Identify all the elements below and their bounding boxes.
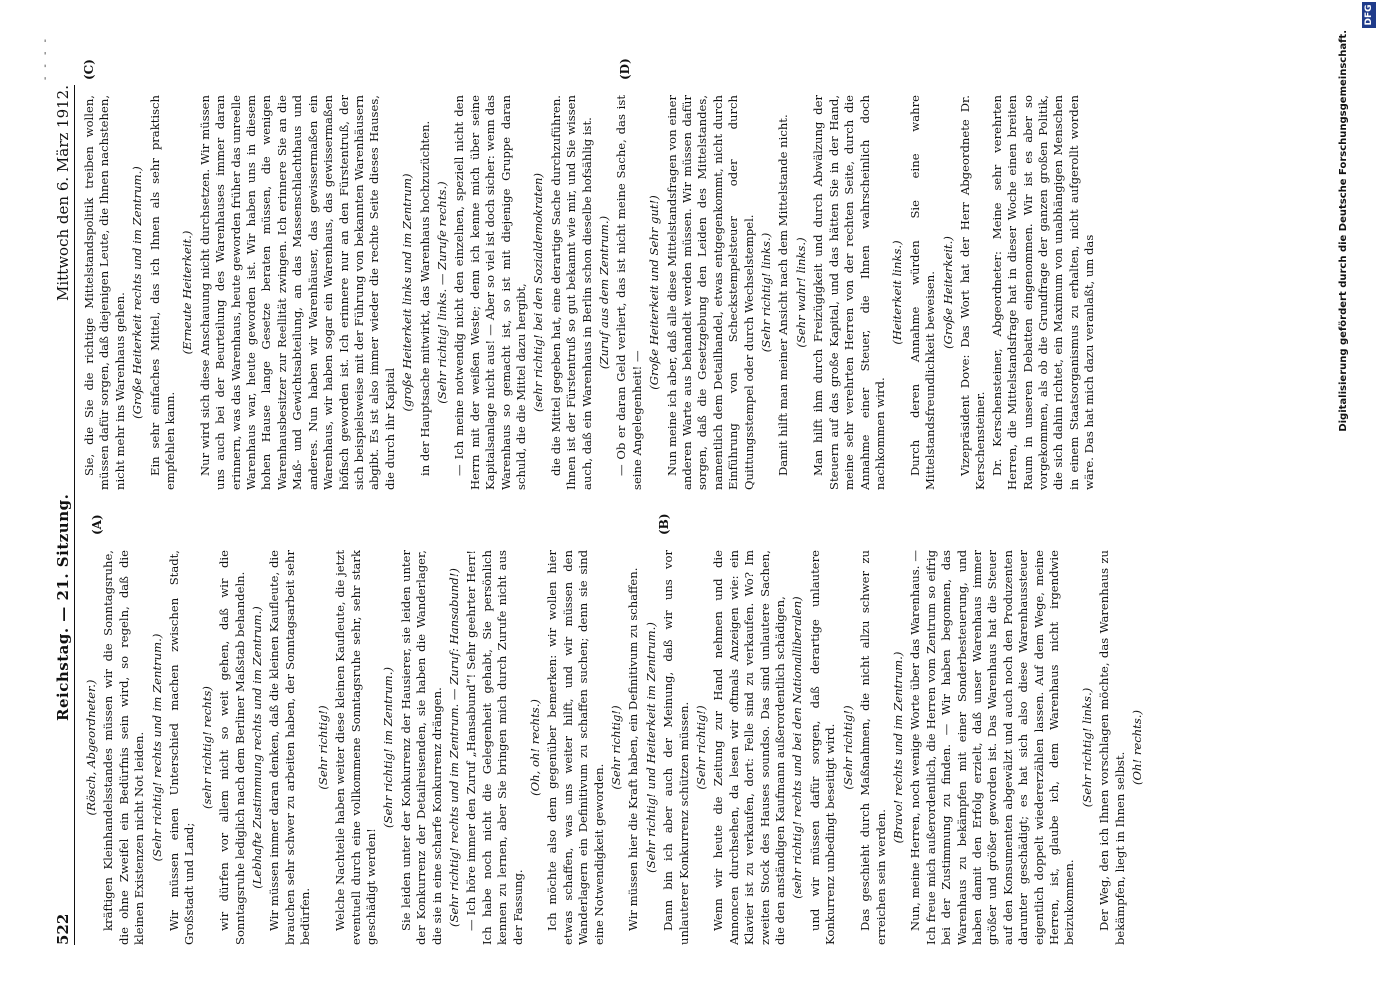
- right-paragraph: (Heiterkeit links.): [890, 240, 905, 345]
- right-paragraph: (Sehr wahr! links.): [793, 237, 808, 348]
- right-paragraph: Durch deren Annahme würden Sie eine wahre Mittelstandsfreundlichkeit beweisen.: [907, 95, 938, 490]
- right-paragraph: Dr. Kerschensteiner, Abgeordneter: Meine sehr verehrten Herren, die Mittelstandsfrage hat in dieser Woche einen breiten Raum in unseren Debatten eingenommen. Wir ist es aber so vorgekommen, als ob die Grundfrage der ganzen großen Politik, die sich dahin richtet, ein Maximum von unabhängigen Menschen in einem Staatsorganismus zu erhalten, nicht aufgerollt worden wäre. Das hat mich dazu veranlaßt, um das: [989, 95, 1097, 490]
- left-paragraph: Das geschieht durch Maßnahmen, die nicht allzu schwer zu erreichen sein werden.: [858, 550, 888, 945]
- page-number: 522: [54, 913, 72, 945]
- left-paragraph: Welche Nachteile haben weiter diese kleinen Kaufleute, die jetzt eventuell durch eine vollkommene Sonntagsruhe sehr, sehr stark geschädigt werden!: [333, 550, 378, 945]
- right-paragraph: die die Mittel gegeben hat, eine derartige Sache durchzuführen. Ihnen ist der Fürstentruß so gut bekannt wie mir, und Sie wissen auch, daß ein Warenhaus in Berlin schon dieselbe hofsählig ist.: [548, 95, 594, 490]
- left-paragraph: kräftigen Kleinhandelsstandes müssen wir die Sonntagsruhe, die ohne Zweifel ein Bedürfnis sein wird, so regeln, daß die kleinen Existenzen nicht Not leiden.: [101, 550, 147, 945]
- left-paragraph: wir dürfen vor allem nicht so weit gehen, daß wir die Sonntagsruhe lediglich nach dem Berliner Maßstab behandeln.: [217, 550, 247, 945]
- right-paragraph: (Sehr richtig! links.): [759, 232, 774, 353]
- left-column: [82, 550, 1277, 945]
- left-paragraph: (Rösch, Abgeordneter.): [84, 679, 98, 816]
- left-paragraph: (Oh, oh! rechts.): [527, 699, 542, 796]
- right-paragraph: Nun meine ich aber, daß alle diese Mittelstandsfragen von einer anderen Warte aus behandelt werden müssen. Wir müssen dafür sorgen, daß die Gesetzgebung den Leiden des Mittelstandes, namentlich dem Detailhandel, etwas entgegenkommt, nicht durch Einführung von Scheckstempelsteuer oder durch Quittungsstempel oder durch Wechselstempel.: [664, 95, 756, 490]
- left-paragraph: (Sehr richtig!): [840, 705, 855, 790]
- left-paragraph: Wir müssen einen Unterschied machen zwischen Stadt, Großstadt und Land;: [167, 550, 197, 945]
- left-paragraph: (Sehr richtig!): [609, 705, 623, 790]
- left-paragraph: (sehr richtig! rechts): [199, 686, 214, 809]
- center-margin-marks: [82, 495, 1277, 545]
- left-paragraph: Der Weg, den ich Ihnen vorschlagen möchte, das Warenhaus zu bekämpfen, liegt in Ihnen selbst.: [1097, 550, 1127, 945]
- right-paragraph: in der Hauptsache mitwirkt, das Warenhaus hochzuzüchten.: [417, 120, 432, 476]
- left-paragraph: (Bravo! rechts und im Zentrum.): [890, 651, 905, 844]
- text-body: [82, 85, 1277, 945]
- session-title: Reichstag. — 21. Sitzung.: [54, 493, 72, 721]
- dfg-badge: DFG: [1362, 2, 1376, 28]
- right-paragraph: Ein sehr einfaches Mittel, das ich Ihnen als sehr praktisch empfehlen kann.: [147, 95, 178, 490]
- left-paragraph: Wir müssen immer daran denken, daß die kleinen Kaufleute, die brauchen sehr schwer zu arbeiten haben, der Sonntagsarbeit sehr bedürfen.: [267, 550, 313, 945]
- left-paragraph: — Ich höre immer den Zuruf „Hansabund“! Sehr geehrter Herr! Ich habe noch nicht die Gelegenheit gehabt, Sie persönlich kennen zu lernen, aber Sie bringen mich durch Zurufe nicht aus der Fassung.: [464, 550, 525, 945]
- left-paragraph: Nun, meine Herren, noch wenige Worte über das Warenhaus. — Ich freue mich außerordentlich, die Herren vom Zentrum so eifrig bei der Zustimmung zu finden. — Wir haben begonnen, das Warenhaus zu bekämpfen mit einer Sonderbesteuerung, und haben damit den Erfolg erzielt, daß unser Warenhaus immer größer und größer geworden ist. Das Warenhaus hat die Steuer auf den Konsumenten abgewälzt und auch noch den Produzenten darunter geschädigt; es hat sich also diese Warenhaussteuer eigentlich doppelt wiedererzählen lassen. Auf dem Wege, meine Herren, ist, glaube ich, dem Warenhaus nicht irgendwie beizukommen.: [908, 550, 1077, 945]
- top-right-dashes: - - - -: [40, 35, 51, 80]
- left-paragraph: und wir müssen dafür sorgen, daß derartige unlautere Konkurrenz unbedingt beseitigt wird.: [807, 550, 838, 945]
- right-paragraph: Vizepräsident Dove: Das Wort hat der Herr Abgeordnete Dr. Kerschensteiner.: [957, 95, 988, 490]
- left-paragraph: (Oh! rechts.): [1130, 709, 1144, 786]
- left-paragraph: Sie leiden unter der Konkurrenz der Hausierer, sie leiden unter der Konkurrenz der Detailreisenden, sie haben die Wanderlager, die sie in eine scharfe Konkurrenz drängen.: [398, 550, 444, 945]
- right-column: [82, 95, 1277, 490]
- left-paragraph: (Sehr richtig! rechts und im Zentrum.): [149, 633, 164, 862]
- margin-mark-a: (A): [90, 514, 104, 535]
- left-paragraph: (Sehr richtig!): [315, 705, 330, 790]
- left-paragraph: Wir müssen hier die Kraft haben, ein Definitivum zu schaffen.: [626, 567, 641, 931]
- right-paragraph: (Große Heiterkeit und Sehr gut!): [647, 195, 662, 390]
- session-date: Mittwoch den 6. März 1912.: [54, 85, 72, 301]
- margin-mark-c: (C): [82, 59, 96, 80]
- right-paragraph: (sehr richtig! bei den Sozialdemokraten): [531, 172, 546, 413]
- margin-mark-d: (D): [618, 58, 632, 80]
- digitization-credit: Digitalisierung gefördert durch die Deutsche Forschungsgemeinschaft.: [1338, 30, 1349, 432]
- left-paragraph: (Sehr richtig! links.): [1079, 687, 1094, 808]
- right-paragraph: (große Heiterkeit links und im Zentrum): [400, 173, 415, 412]
- right-paragraph: — Ob er daran Geld verliert, das ist nicht meine Sache, das ist seine Angelegenheit! —: [614, 95, 644, 490]
- right-paragraph: (Große Heiterkeit.): [940, 236, 955, 349]
- right-paragraph: (Erneute Heiterkeit.): [180, 230, 195, 355]
- page-header: [50, 85, 75, 945]
- right-paragraph: Man hilft ihm durch Freizügigkeit und durch Abwälzung der Steuern auf das große Kapital, und das hätten Sie in der Hand, meine sehr verehrten Herren von der rechten Seite, durch die Annahme einer Steuer, die Ihnen wahrscheinlich doch nachkommen wird.: [811, 95, 887, 490]
- right-paragraph: — Ich meine notwendig nicht den einzelnen, speziell nicht den Herrn mit der weißen Weste; denn ich kenne mich über seine Kapitalsanlage nicht aus! — Aber so viel ist doch sicher: wenn das Warenhaus so gemacht ist, so ist mit diejenige Gruppe daran schuld, die die Mittel dazu hergibt,: [452, 95, 528, 490]
- right-paragraph: Nur wird sich diese Anschauung nicht durchsetzen. Wir müssen uns auch bei der Beurteilung des Warenhauses immer daran erinnern, was das Warenhaus, heute geworden früher das unreelle Warenhaus war, heute geworden ist. Wir haben uns in diesem hohen Hause lange Gesetze beraten müssen, die wenigen Warenhausbesitzer zur Reellität zwingen. Ich erinnere Sie an die Maß- und Gewichtsabteilung, an das Massenschlachthaus und anderes. Nun haben wir Warenhäuser, das gewissermaßen ein Warenhaus, wir haben sogar ein Warenhaus, das gewissermaßen höfisch geworden ist. Ich erinnere nur an den Fürstentruß, der sich beispielsweise mit der Führung von bekannten Warenhäusern abgibt. Es ist also immer wieder die rechte Seite dieses Hauses, die durch ihr Kapital: [197, 95, 397, 490]
- left-paragraph: (Sehr richtig! rechts und im Zentrum. — Zuruf: Hansabund!): [446, 568, 461, 927]
- left-paragraph: Wenn wir heute die Zeitung zur Hand nehmen und die Annoncen durchsehen, da lesen wir oftmals Anzeigen wie: ein Klavier ist zu verkaufen, dort: Felle sind zu verkaufen. Wo? Im zweiten Stock des Hauses soundso. Das sind unlautere Sachen, die den anständigen Kaufmann außerordentlich schädigen,: [711, 550, 788, 945]
- margin-mark-b: (B): [657, 513, 671, 535]
- left-paragraph: (Sehr richtig! im Zentrum.): [381, 667, 396, 829]
- right-paragraph: (Zuruf aus dem Zentrum.): [597, 215, 611, 370]
- left-paragraph: Ich möchte also dem gegenüber bemerken: wir wollen hier etwas schaffen, was uns weiter hilft, und wir müssen den Wanderlagern ein Definitivum zu schaffen suchen; denn sie sind eine Notwendigkeit geworden.: [545, 550, 606, 945]
- left-paragraph: (Lebhafte Zustimmung rechts und im Zentrum.): [250, 606, 265, 889]
- left-paragraph: (sehr richtig! rechts und bei den Nationalliberalen): [790, 596, 805, 899]
- right-paragraph: Damit hilft man meiner Ansicht nach dem Mittelstande nicht.: [776, 114, 791, 476]
- left-paragraph: (Sehr richtig! und Heiterkeit im Zentrum.): [643, 622, 658, 873]
- left-paragraph: Dann bin ich aber auch der Meinung, daß wir uns vor unlauterer Konkurrenz schützen müssen.: [661, 550, 691, 945]
- right-paragraph: (Große Heiterkeit rechts und im Zentrum.): [130, 166, 145, 419]
- right-paragraph: (Sehr richtig! links. — Zurufe rechts.): [434, 181, 449, 404]
- left-paragraph: (Sehr richtig!): [694, 705, 709, 790]
- right-paragraph: Sie, die Sie die richtige Mittelstandspolitik treiben wollen, müssen dafür sorgen, daß diejenigen Leute, die Ihnen nachstehen, nicht mehr ins Warenhaus gehen.: [82, 95, 127, 490]
